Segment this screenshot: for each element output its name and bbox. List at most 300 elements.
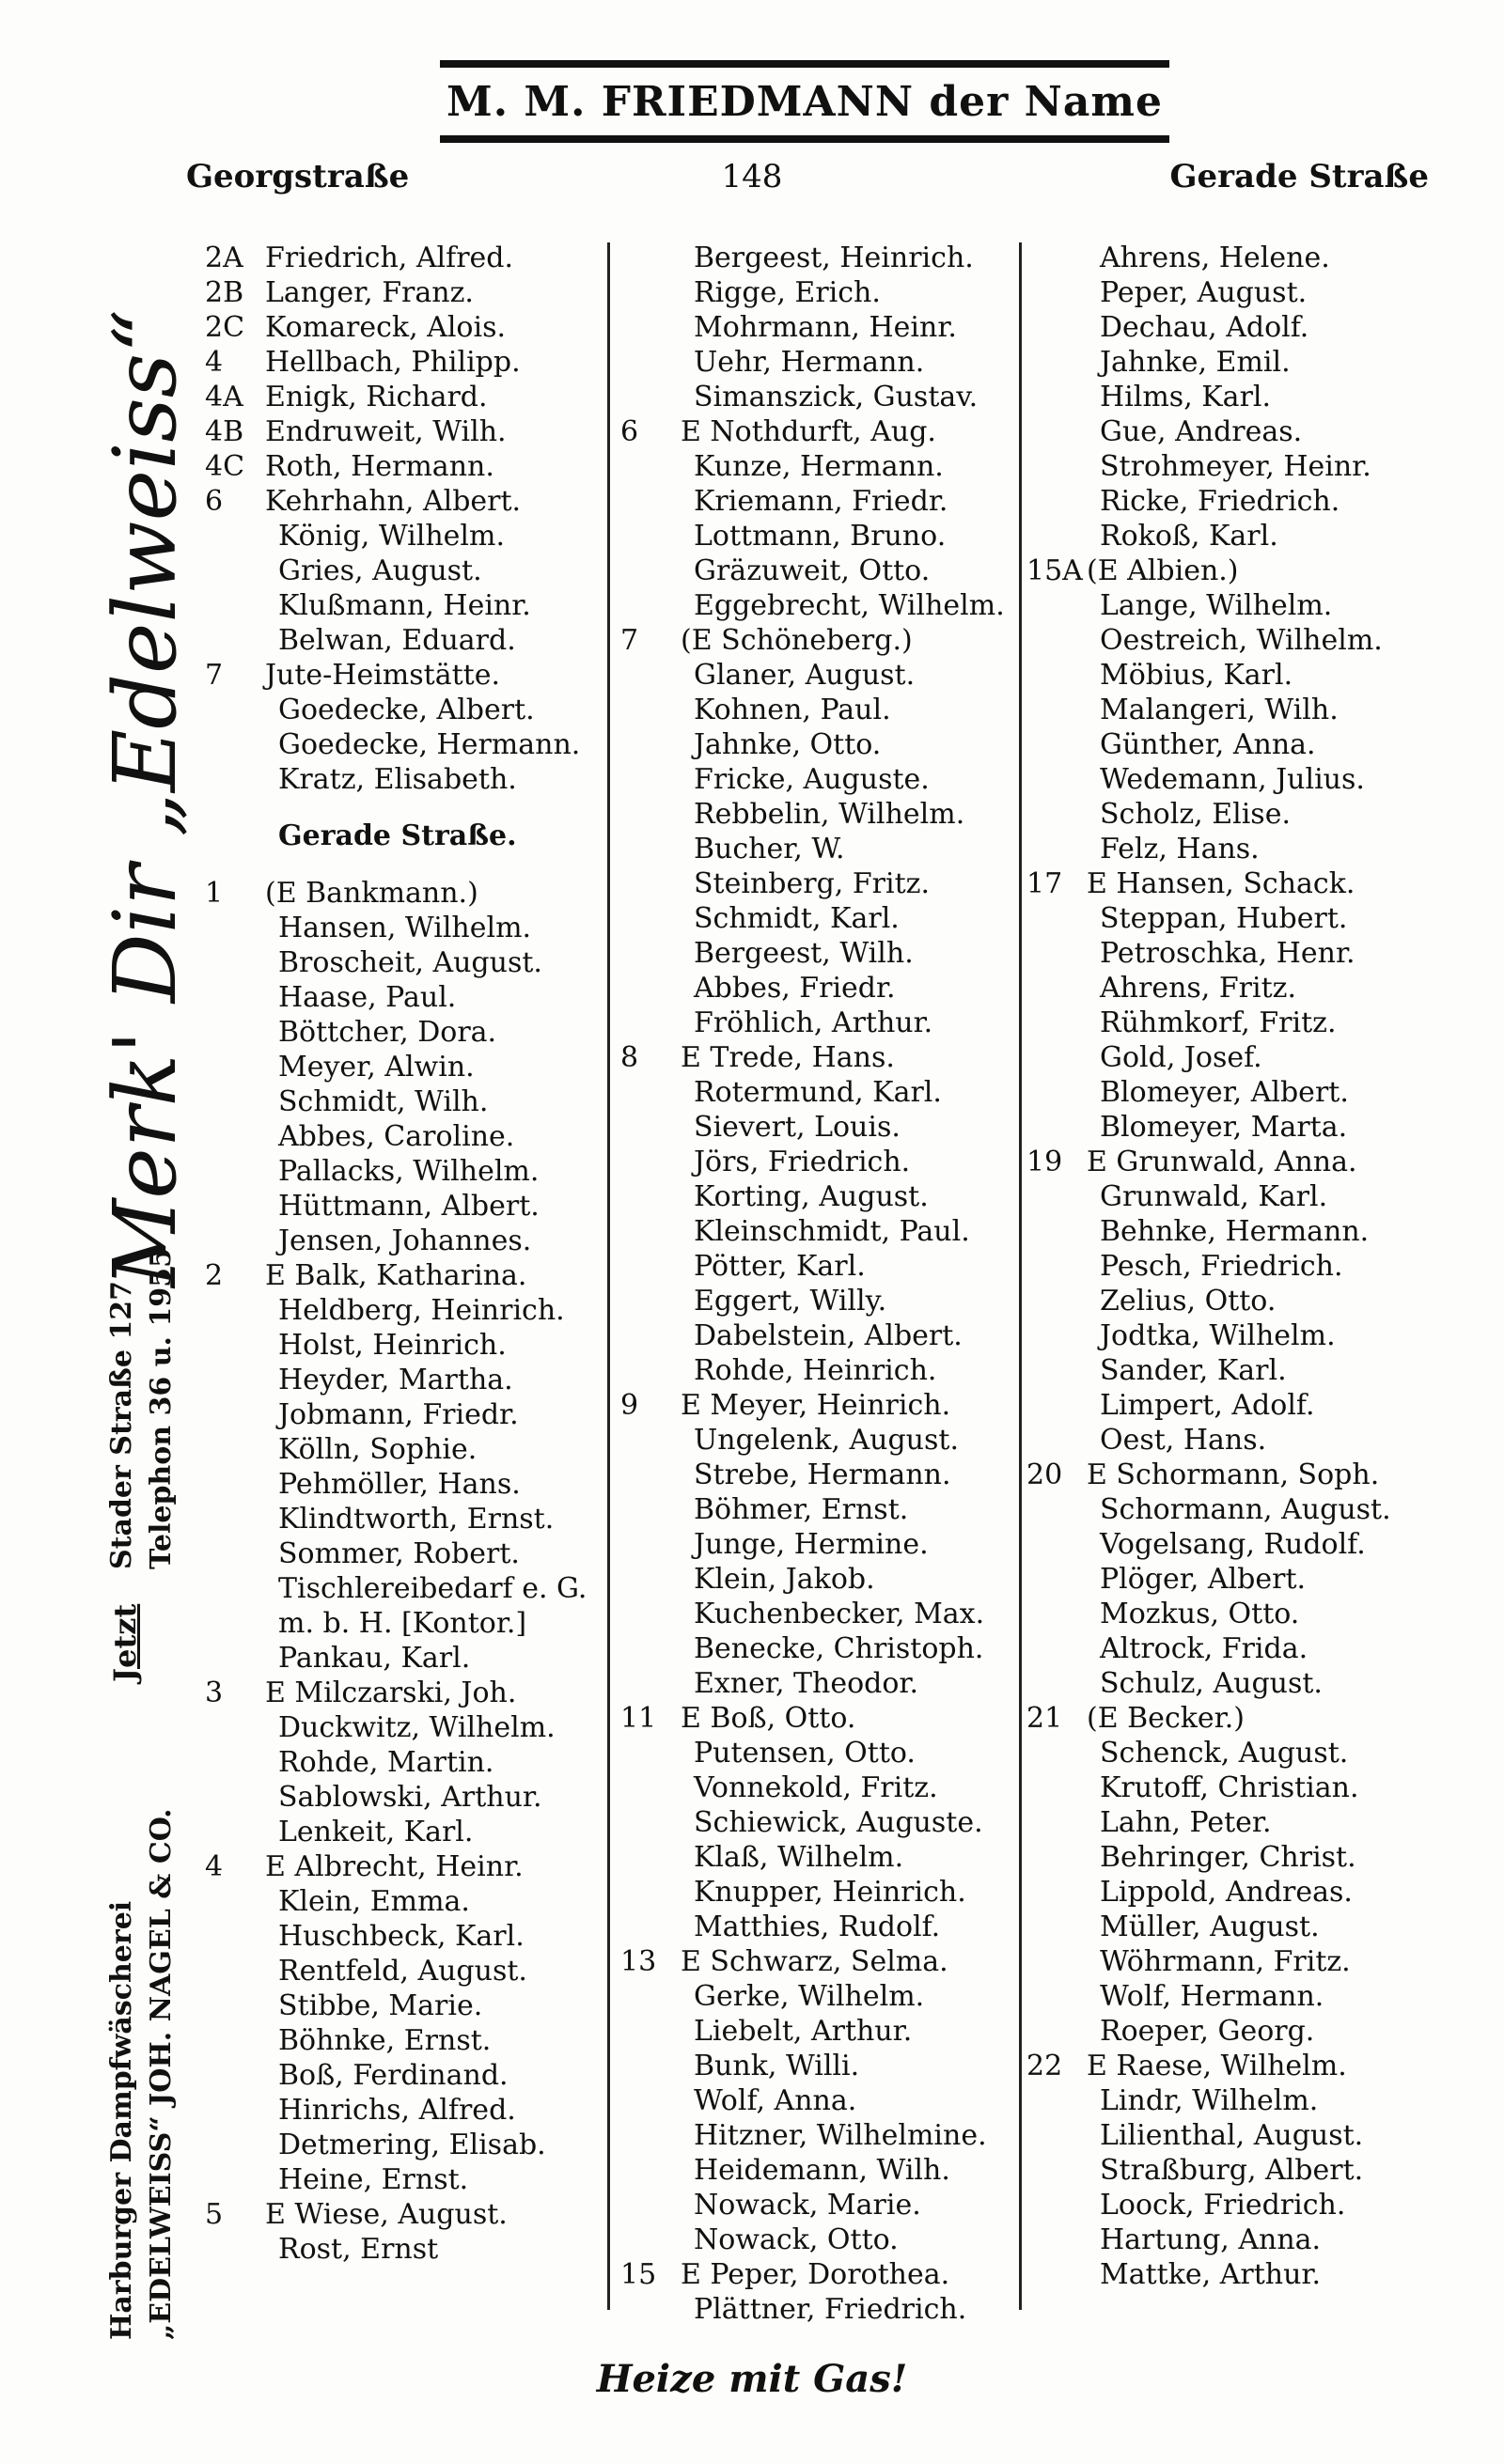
directory-entry xyxy=(1026,345,1459,380)
directory-entry xyxy=(620,484,1015,519)
resident-name: Mattke, Arthur. xyxy=(1100,2258,1322,2291)
directory-entry xyxy=(620,1145,1015,1179)
directory-entry xyxy=(1026,449,1459,484)
directory-entry xyxy=(205,1502,609,1536)
directory-entry xyxy=(205,1224,609,1258)
resident-name: (E Schöneberg.) xyxy=(681,624,913,657)
directory-entry xyxy=(620,1249,1015,1284)
resident-name: Hinrichs, Alfred. xyxy=(278,2094,516,2127)
directory-entry xyxy=(205,241,609,275)
directory-entry xyxy=(1026,484,1459,519)
resident-name: Stibbe, Marie. xyxy=(278,1989,483,2022)
resident-name: Sommer, Robert. xyxy=(278,1537,520,1570)
directory-entry xyxy=(1026,1631,1459,1666)
resident-name: Kölln, Sophie. xyxy=(278,1433,478,1466)
directory-entry xyxy=(205,484,609,519)
resident-name: Meyer, Alwin. xyxy=(278,1051,475,1084)
resident-name: Scholz, Elise. xyxy=(1100,798,1291,831)
directory-entry xyxy=(620,1562,1015,1597)
house-number: 7 xyxy=(205,659,224,692)
resident-name: Dabelstein, Albert. xyxy=(694,1319,963,1352)
resident-name: Altrock, Frida. xyxy=(1100,1632,1308,1665)
resident-name: Oestreich, Wilhelm. xyxy=(1100,624,1383,657)
resident-name: Detmering, Elisab. xyxy=(278,2129,546,2161)
directory-entry xyxy=(620,2083,1015,2118)
directory-entry xyxy=(620,2222,1015,2257)
directory-entry xyxy=(1026,1075,1459,1110)
house-number: 4C xyxy=(205,450,245,483)
resident-name: Heidemann, Wilh. xyxy=(694,2154,950,2187)
directory-entry xyxy=(205,554,609,588)
house-number: 4 xyxy=(205,346,224,379)
resident-name: Fröhlich, Arthur. xyxy=(694,1006,933,1039)
resident-name: Gerke, Wilhelm. xyxy=(694,1980,925,2013)
resident-name: Goedecke, Hermann. xyxy=(278,728,581,761)
directory-entry xyxy=(205,1676,609,1710)
resident-name: Klein, Jakob. xyxy=(694,1563,875,1596)
resident-name: Gries, August. xyxy=(278,554,482,587)
resident-name: Sander, Karl. xyxy=(1100,1354,1287,1387)
resident-name: Pehmöller, Hans. xyxy=(278,1468,521,1501)
directory-entry xyxy=(205,1641,609,1676)
resident-name: Loock, Friedrich. xyxy=(1100,2189,1346,2222)
directory-entry xyxy=(1026,2188,1459,2222)
house-number: 22 xyxy=(1026,2050,1063,2082)
directory-entry xyxy=(205,380,609,414)
directory-entry xyxy=(205,1954,609,1988)
resident-name: Kehrhahn, Albert. xyxy=(265,485,522,518)
resident-name: Behringer, Christ. xyxy=(1100,1841,1356,1874)
directory-entry xyxy=(620,1840,1015,1875)
directory-entry xyxy=(620,762,1015,797)
directory-column-1 xyxy=(205,241,609,2267)
directory-entry xyxy=(1026,2153,1459,2188)
directory-entry xyxy=(205,2023,609,2058)
resident-name: Wolf, Hermann. xyxy=(1100,1980,1324,2013)
resident-name: Plöger, Albert. xyxy=(1100,1563,1307,1596)
resident-name: (E Becker.) xyxy=(1087,1702,1245,1735)
directory-entry xyxy=(1026,1179,1459,1214)
directory-entry xyxy=(205,2128,609,2162)
resident-name: Lenkeit, Karl. xyxy=(278,1816,474,1848)
resident-name: Hansen, Wilhelm. xyxy=(278,912,532,944)
resident-name: Rigge, Erich. xyxy=(694,276,881,309)
resident-name: Bergeest, Heinrich. xyxy=(694,242,974,274)
directory-entry xyxy=(205,727,609,762)
directory-entry xyxy=(205,1050,609,1084)
resident-name: Lottmann, Bruno. xyxy=(694,520,947,553)
resident-name: Rentfeld, August. xyxy=(278,1955,527,1988)
header-bottom-rule xyxy=(440,135,1169,143)
directory-entry xyxy=(620,693,1015,727)
resident-name: Rebbelin, Wilhelm. xyxy=(694,798,965,831)
directory-entry xyxy=(205,1119,609,1154)
resident-name: Straßburg, Albert. xyxy=(1100,2154,1364,2187)
house-number: 4B xyxy=(205,415,244,448)
directory-entry xyxy=(205,762,609,797)
side-advertisement xyxy=(94,235,197,2340)
resident-name: Duckwitz, Wilhelm. xyxy=(278,1711,556,1744)
directory-entry xyxy=(620,519,1015,554)
ad-phone: Telephon 36 u. 1955 xyxy=(145,1248,178,1569)
page-number: 148 xyxy=(721,158,783,195)
house-number: 6 xyxy=(620,415,639,448)
resident-name: Schiewick, Auguste. xyxy=(694,1806,983,1839)
resident-name: Rost, Ernst xyxy=(278,2233,439,2266)
directory-entry xyxy=(205,2162,609,2197)
resident-name: Peper, August. xyxy=(1100,276,1308,309)
house-number: 4 xyxy=(205,1850,224,1883)
resident-name: Gold, Josef. xyxy=(1100,1041,1262,1074)
resident-name: Petroschka, Henr. xyxy=(1100,937,1355,970)
directory-entry xyxy=(1026,1910,1459,1944)
resident-name: Hilms, Karl. xyxy=(1100,381,1272,413)
directory-entry xyxy=(205,1467,609,1502)
resident-name: E Schormann, Soph. xyxy=(1087,1458,1380,1491)
resident-name: Kuchenbecker, Max. xyxy=(694,1598,985,1630)
resident-name: Enigk, Richard. xyxy=(265,381,488,413)
directory-entry xyxy=(1026,1458,1459,1492)
directory-entry xyxy=(1026,727,1459,762)
directory-entry xyxy=(205,945,609,980)
resident-name: E Boß, Otto. xyxy=(681,1702,856,1735)
resident-name: Klußmann, Heinr. xyxy=(278,589,531,622)
directory-entry xyxy=(620,1666,1015,1701)
directory-entry xyxy=(620,1527,1015,1562)
directory-entry xyxy=(1026,1805,1459,1840)
resident-name: Endruweit, Wilh. xyxy=(265,415,507,448)
directory-entry xyxy=(1026,1666,1459,1701)
directory-entry xyxy=(620,623,1015,658)
directory-entry xyxy=(1026,1145,1459,1179)
resident-name: Lahn, Peter. xyxy=(1100,1806,1272,1839)
directory-entry xyxy=(1026,658,1459,693)
resident-name: Behnke, Hermann. xyxy=(1100,1215,1370,1248)
house-number: 20 xyxy=(1026,1458,1063,1491)
ad-company-line: Harburger Dampfwäscherei xyxy=(105,1900,138,2340)
resident-name: Tischlereibedarf e. G. xyxy=(278,1572,588,1605)
resident-name: Jobmann, Friedr. xyxy=(278,1398,519,1431)
house-number: 5 xyxy=(205,2198,224,2231)
directory-entry xyxy=(205,623,609,658)
directory-entry xyxy=(620,866,1015,901)
resident-name: Liebelt, Arthur. xyxy=(694,2015,913,2048)
directory-entry xyxy=(205,1745,609,1780)
resident-name: E Milczarski, Joh. xyxy=(265,1676,517,1709)
directory-entry xyxy=(1026,1562,1459,1597)
resident-name: Roth, Hermann. xyxy=(265,450,494,483)
directory-entry xyxy=(620,658,1015,693)
resident-name: E Meyer, Heinrich. xyxy=(681,1389,951,1422)
directory-entry xyxy=(620,588,1015,623)
resident-name: Sablowski, Arthur. xyxy=(278,1781,542,1814)
directory-entry xyxy=(205,658,609,693)
directory-entry xyxy=(205,2232,609,2267)
resident-name: Schormann, August. xyxy=(1100,1493,1391,1526)
resident-name: (E Bankmann.) xyxy=(265,877,478,910)
directory-entry xyxy=(1026,623,1459,658)
ad-slogan: Merk' Dir „Edelweiss“ xyxy=(95,309,196,1287)
directory-entry xyxy=(205,1397,609,1432)
advertisement-header xyxy=(440,60,1169,147)
resident-name: Lange, Wilhelm. xyxy=(1100,589,1333,622)
resident-name: Ungelenk, August. xyxy=(694,1424,959,1457)
resident-name: Lindr, Wilhelm. xyxy=(1100,2084,1319,2117)
resident-name: Lippold, Andreas. xyxy=(1100,1876,1353,1909)
directory-entry xyxy=(205,980,609,1015)
resident-name: Mohrmann, Heinr. xyxy=(694,311,957,344)
directory-entry xyxy=(205,1015,609,1050)
resident-name: Limpert, Adolf. xyxy=(1100,1389,1315,1422)
resident-name: Sievert, Louis. xyxy=(694,1111,901,1144)
directory-entry xyxy=(620,1110,1015,1145)
resident-name: König, Wilhelm. xyxy=(278,520,506,553)
directory-entry xyxy=(620,1423,1015,1458)
resident-name: Hitzner, Wilhelmine. xyxy=(694,2119,987,2152)
directory-entry xyxy=(205,275,609,310)
resident-name: Glaner, August. xyxy=(694,659,916,692)
house-number: 4A xyxy=(205,381,243,413)
entries-column-2 xyxy=(620,241,1015,2327)
directory-entry xyxy=(620,2014,1015,2049)
resident-name: E Balk, Katharina. xyxy=(265,1259,527,1292)
resident-name: Grunwald, Karl. xyxy=(1100,1180,1328,1213)
resident-name: Friedrich, Alfred. xyxy=(265,242,514,274)
directory-entry xyxy=(620,1040,1015,1075)
house-number: 15 xyxy=(620,2258,657,2291)
resident-name: Schmidt, Karl. xyxy=(694,902,900,935)
directory-entry xyxy=(1026,1875,1459,1910)
directory-entry xyxy=(205,1571,609,1606)
directory-entry xyxy=(1026,971,1459,1006)
directory-entry xyxy=(620,2049,1015,2083)
directory-entry xyxy=(620,2292,1015,2327)
directory-entry xyxy=(620,310,1015,345)
directory-entry xyxy=(205,1606,609,1641)
directory-entry xyxy=(1026,1840,1459,1875)
directory-entry xyxy=(1026,588,1459,623)
directory-entry xyxy=(1026,1979,1459,2014)
directory-entry xyxy=(620,1458,1015,1492)
directory-entry xyxy=(620,2118,1015,2153)
directory-entry xyxy=(620,2188,1015,2222)
directory-entry xyxy=(620,1631,1015,1666)
resident-name: Bergeest, Wilh. xyxy=(694,937,914,970)
directory-entry xyxy=(1026,519,1459,554)
resident-name: Exner, Theodor. xyxy=(694,1667,919,1700)
directory-entry xyxy=(205,1919,609,1954)
directory-entry xyxy=(205,693,609,727)
resident-name: Rohde, Martin. xyxy=(278,1746,494,1779)
house-number: 7 xyxy=(620,624,639,657)
resident-name: Böhmer, Ernst. xyxy=(694,1493,909,1526)
house-number: 19 xyxy=(1026,1146,1063,1178)
resident-name: Kunze, Hermann. xyxy=(694,450,944,483)
header-top-rule xyxy=(440,60,1169,68)
house-number: 21 xyxy=(1026,1702,1063,1735)
resident-name: Klein, Emma. xyxy=(278,1885,470,1918)
directory-entry xyxy=(620,936,1015,971)
directory-entry xyxy=(620,554,1015,588)
directory-entry xyxy=(1026,693,1459,727)
resident-name: E Albrecht, Heinr. xyxy=(265,1850,524,1883)
resident-name: Steinberg, Fritz. xyxy=(694,867,931,900)
entries-georgstrasse xyxy=(205,241,609,797)
directory-entry xyxy=(205,1084,609,1119)
directory-entry xyxy=(205,2093,609,2128)
resident-name: Jörs, Friedrich. xyxy=(694,1146,911,1178)
resident-name: Wolf, Anna. xyxy=(694,2084,857,2117)
house-number: 2B xyxy=(205,276,244,309)
resident-name: Korting, August. xyxy=(694,1180,929,1213)
directory-entry xyxy=(1026,2014,1459,2049)
directory-entry xyxy=(620,1388,1015,1423)
resident-name: E Schwarz, Selma. xyxy=(681,1945,948,1978)
directory-entry xyxy=(620,2257,1015,2292)
resident-name: Lilienthal, August. xyxy=(1100,2119,1364,2152)
resident-name: Vonnekold, Fritz. xyxy=(694,1771,938,1804)
house-number: 2A xyxy=(205,242,243,274)
resident-name: Haase, Paul. xyxy=(278,981,457,1014)
directory-entry xyxy=(620,345,1015,380)
house-number: 13 xyxy=(620,1945,657,1978)
resident-name: Jodtka, Wilhelm. xyxy=(1100,1319,1336,1352)
directory-entry xyxy=(620,1597,1015,1631)
directory-entry xyxy=(620,380,1015,414)
directory-entry xyxy=(1026,1527,1459,1562)
directory-entry xyxy=(1026,1701,1459,1736)
directory-column-3 xyxy=(1026,241,1459,2292)
directory-entry xyxy=(620,275,1015,310)
directory-entry xyxy=(205,1815,609,1849)
resident-name: Schulz, August. xyxy=(1100,1667,1323,1700)
resident-name: Zelius, Otto. xyxy=(1100,1285,1277,1318)
resident-name: E Trede, Hans. xyxy=(681,1041,895,1074)
directory-entry xyxy=(205,1536,609,1571)
directory-entry xyxy=(205,1849,609,1884)
directory-entry xyxy=(620,1910,1015,1944)
resident-name: Jahnke, Emil. xyxy=(1100,346,1291,379)
directory-entry xyxy=(620,241,1015,275)
resident-name: Matthies, Rudolf. xyxy=(694,1910,941,1943)
resident-name: Broscheit, August. xyxy=(278,946,542,979)
directory-entry xyxy=(620,1075,1015,1110)
directory-entry xyxy=(1026,1318,1459,1353)
resident-name: Nowack, Marie. xyxy=(694,2189,921,2222)
resident-name: Simanszick, Gustav. xyxy=(694,381,979,413)
directory-entry xyxy=(620,1736,1015,1770)
ad-company-name: „EDELWEISS“ JOH. NAGEL & CO. xyxy=(145,1808,178,2340)
directory-entry xyxy=(1026,762,1459,797)
directory-entry xyxy=(1026,2083,1459,2118)
resident-name: Komareck, Alois. xyxy=(265,311,506,344)
directory-entry xyxy=(1026,414,1459,449)
resident-name: Plättner, Friedrich. xyxy=(694,2293,967,2326)
directory-entry xyxy=(1026,936,1459,971)
directory-entry xyxy=(1026,1944,1459,1979)
resident-name: Pankau, Karl. xyxy=(278,1642,471,1675)
directory-entry xyxy=(620,1979,1015,2014)
directory-entry xyxy=(620,1492,1015,1527)
resident-name: Boß, Ferdinand. xyxy=(278,2059,509,2092)
resident-name: Böhnke, Ernst. xyxy=(278,2024,492,2057)
directory-entry xyxy=(620,1179,1015,1214)
directory-entry xyxy=(620,727,1015,762)
resident-name: Steppan, Hubert. xyxy=(1100,902,1348,935)
directory-entry xyxy=(1026,2222,1459,2257)
resident-name: Kriemann, Friedr. xyxy=(694,485,948,518)
directory-entry xyxy=(1026,832,1459,866)
entries-column-3 xyxy=(1026,241,1459,2292)
directory-entry xyxy=(205,588,609,623)
directory-column-2 xyxy=(620,241,1015,2327)
house-number: 9 xyxy=(620,1389,639,1422)
resident-name: Rotermund, Karl. xyxy=(694,1076,942,1109)
house-number: 2C xyxy=(205,311,245,344)
resident-name: Gue, Andreas. xyxy=(1100,415,1303,448)
footer-motto: Heize mit Gas! xyxy=(596,2357,908,2401)
resident-name: Kohnen, Paul. xyxy=(694,694,891,726)
directory-entry xyxy=(205,1884,609,1919)
entries-gerade-strasse xyxy=(205,876,609,2267)
resident-name: Fricke, Auguste. xyxy=(694,763,930,796)
resident-name: (E Albien.) xyxy=(1087,554,1239,587)
resident-name: Knupper, Heinrich. xyxy=(694,1876,966,1909)
directory-entry xyxy=(620,1770,1015,1805)
directory-entry xyxy=(1026,1770,1459,1805)
resident-name: Uehr, Hermann. xyxy=(694,346,925,379)
directory-entry xyxy=(205,2058,609,2093)
house-number: 1 xyxy=(205,877,224,910)
resident-name: Heine, Ernst. xyxy=(278,2163,469,2196)
resident-name: Eggebrecht, Wilhelm. xyxy=(694,589,1005,622)
resident-name: Kratz, Elisabeth. xyxy=(278,763,517,796)
resident-name: Felz, Hans. xyxy=(1100,833,1260,866)
directory-entry xyxy=(1026,554,1459,588)
directory-entry xyxy=(620,832,1015,866)
resident-name: Oest, Hans. xyxy=(1100,1424,1267,1457)
resident-name: Wedemann, Julius. xyxy=(1100,763,1365,796)
directory-entry xyxy=(620,1284,1015,1318)
resident-name: Bunk, Willi. xyxy=(694,2050,860,2082)
resident-name: Goedecke, Albert. xyxy=(278,694,535,726)
resident-name: Hellbach, Philipp. xyxy=(265,346,521,379)
resident-name: Junge, Hermine. xyxy=(694,1528,929,1561)
resident-name: Jensen, Johannes. xyxy=(278,1224,532,1257)
directory-entry xyxy=(205,1258,609,1293)
directory-entry xyxy=(205,519,609,554)
directory-entry xyxy=(1026,1110,1459,1145)
directory-entry xyxy=(205,1328,609,1363)
directory-entry xyxy=(1026,1006,1459,1040)
resident-name: Schenck, August. xyxy=(1100,1737,1349,1770)
resident-name: Klaß, Wilhelm. xyxy=(694,1841,904,1874)
directory-entry xyxy=(205,310,609,345)
resident-name: Huschbeck, Karl. xyxy=(278,1920,525,1953)
directory-entry xyxy=(620,449,1015,484)
directory-entry xyxy=(620,1353,1015,1388)
directory-entry xyxy=(1026,1736,1459,1770)
directory-entry xyxy=(1026,275,1459,310)
directory-entry xyxy=(1026,1423,1459,1458)
directory-entry xyxy=(205,1363,609,1397)
directory-entry xyxy=(620,1805,1015,1840)
resident-name: Holst, Heinrich. xyxy=(278,1329,507,1362)
resident-name: Kleinschmidt, Paul. xyxy=(694,1215,970,1248)
resident-name: Benecke, Christoph. xyxy=(694,1632,984,1665)
directory-entry xyxy=(205,2197,609,2232)
resident-name: Wöhrmann, Fritz. xyxy=(1100,1945,1351,1978)
